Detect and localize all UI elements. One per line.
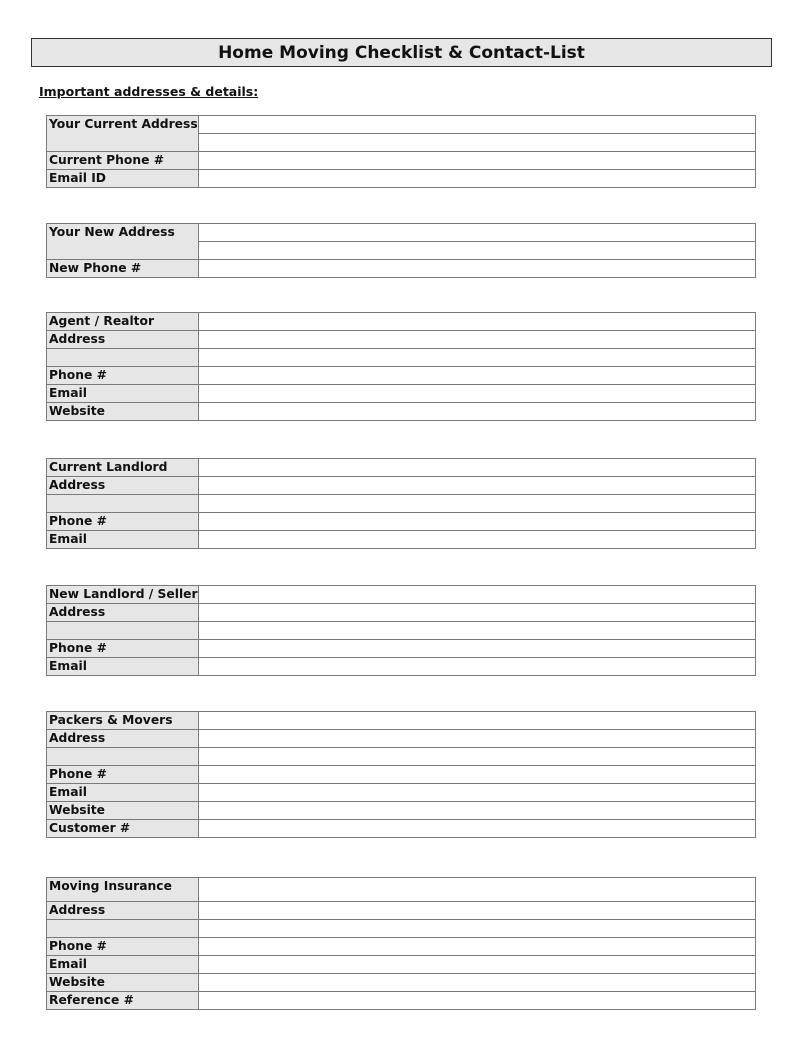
field-label: Address [47,902,199,920]
table-row [47,820,756,838]
field-value[interactable] [199,820,756,838]
table-row [47,992,756,1010]
field-label [47,748,199,766]
field-label: Address [47,331,199,349]
table-row [47,640,756,658]
table-row [47,331,756,349]
table-row [47,604,756,622]
field-label: Phone # [47,640,199,658]
new-landlord-table [46,585,756,676]
field-value[interactable] [199,730,756,748]
current-address-table [46,115,756,188]
field-value[interactable] [199,477,756,495]
table-row [47,712,756,730]
table-row [47,224,756,242]
table-row [47,878,756,902]
field-label: Email ID [47,170,199,188]
field-label: New Phone # [47,260,199,278]
field-value[interactable] [199,658,756,676]
field-value[interactable] [199,712,756,730]
field-value[interactable] [199,224,756,242]
table-row [47,531,756,549]
new-address-table [46,223,756,278]
table-row [47,784,756,802]
field-label: Website [47,403,199,421]
field-label: Website [47,802,199,820]
field-label: Phone # [47,513,199,531]
field-value[interactable] [199,313,756,331]
table-row [47,152,756,170]
section-heading: Important addresses & details: [39,84,259,99]
table-row [47,938,756,956]
field-value[interactable] [199,331,756,349]
field-value[interactable] [199,640,756,658]
field-label: Customer # [47,820,199,838]
field-value[interactable] [199,385,756,403]
field-value[interactable] [199,403,756,421]
agent-realtor-table [46,312,756,421]
field-value[interactable] [199,784,756,802]
table-row [47,586,756,604]
table-row [47,748,756,766]
field-value[interactable] [199,260,756,278]
field-value[interactable] [199,920,756,938]
field-label: Current Landlord [47,459,199,477]
field-label: Moving Insurance [47,878,199,902]
field-label [47,622,199,640]
field-value[interactable] [199,586,756,604]
field-value[interactable] [199,495,756,513]
field-label: Email [47,531,199,549]
field-label: Address [47,477,199,495]
field-label: Agent / Realtor [47,313,199,331]
field-value[interactable] [199,134,756,152]
table-row [47,766,756,784]
field-label [47,920,199,938]
field-value[interactable] [199,938,756,956]
table-row [47,622,756,640]
field-value[interactable] [199,459,756,477]
table-row [47,260,756,278]
field-label: Packers & Movers [47,712,199,730]
field-value[interactable] [199,974,756,992]
field-value[interactable] [199,152,756,170]
field-label: Your New Address [47,224,199,260]
field-value[interactable] [199,992,756,1010]
table-row [47,367,756,385]
field-label: Email [47,956,199,974]
field-label: Your Current Address [47,116,199,152]
field-value[interactable] [199,531,756,549]
table-row [47,730,756,748]
field-value[interactable] [199,513,756,531]
table-row [47,920,756,938]
table-row [47,956,756,974]
field-label: Phone # [47,938,199,956]
field-label: Current Phone # [47,152,199,170]
table-row [47,313,756,331]
table-row [47,349,756,367]
field-value[interactable] [199,622,756,640]
field-label: Email [47,784,199,802]
field-value[interactable] [199,367,756,385]
field-value[interactable] [199,242,756,260]
table-row [47,403,756,421]
field-value[interactable] [199,116,756,134]
table-row [47,116,756,134]
field-label: Email [47,385,199,403]
table-row [47,170,756,188]
table-row [47,459,756,477]
table-row [47,658,756,676]
field-label: Address [47,730,199,748]
page-title: Home Moving Checklist & Contact-List [31,38,772,67]
field-label: Phone # [47,367,199,385]
field-label: Phone # [47,766,199,784]
table-row [47,385,756,403]
field-value[interactable] [199,748,756,766]
packers-movers-table [46,711,756,838]
field-value[interactable] [199,902,756,920]
moving-insurance-table [46,877,756,1010]
table-row [47,513,756,531]
field-value[interactable] [199,956,756,974]
field-value[interactable] [199,878,756,902]
field-label: Email [47,658,199,676]
field-value[interactable] [199,349,756,367]
current-landlord-table [46,458,756,549]
table-row [47,495,756,513]
field-value[interactable] [199,604,756,622]
field-label: Reference # [47,992,199,1010]
field-label [47,349,199,367]
table-row [47,974,756,992]
field-label: New Landlord / Seller [47,586,199,604]
field-label: Address [47,604,199,622]
table-row [47,477,756,495]
table-row [47,802,756,820]
field-label [47,495,199,513]
field-value[interactable] [199,170,756,188]
table-row [47,902,756,920]
field-value[interactable] [199,802,756,820]
field-value[interactable] [199,766,756,784]
field-label: Website [47,974,199,992]
